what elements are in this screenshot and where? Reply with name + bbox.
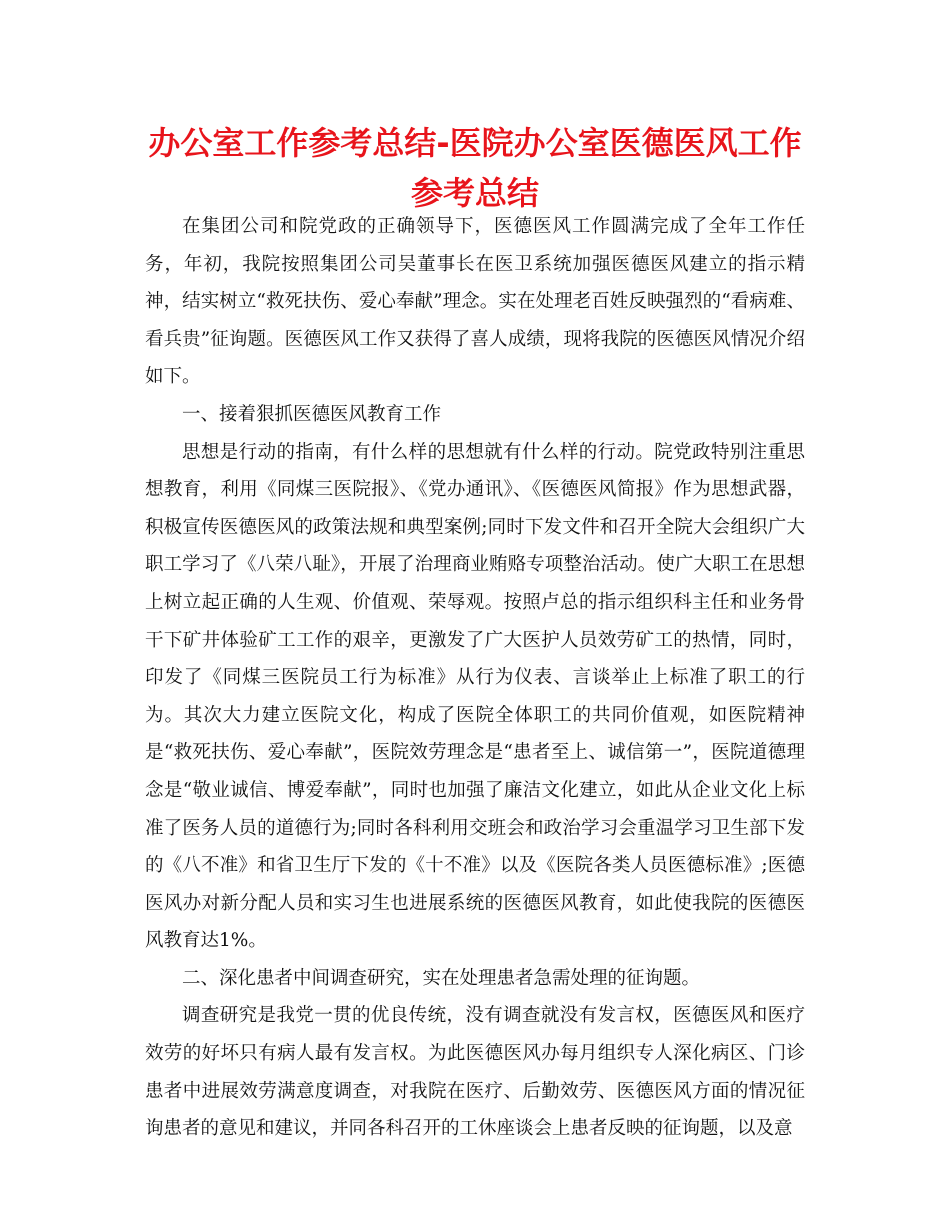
- section-1-paragraph: 思想是行动的指南，有什么样的思想就有什么样的行动。院党政特别注重思想教育，利用《同煤三医院报》、《党办通讯》、《医德医风简报》作为思想武器，积极宣传医德医风的政策法规和典型案例;同时下发文件和召开全院大会组织广大职工学习了《八荣八耻》，开展了治理商业贿赂专项整治活动。使广大职工在思想上树立起正确的人生观、价值观、荣辱观。按照卢总的指示组织科主任和业务骨干下矿井体验矿工工作的艰辛，更激发了广大医护人员效劳矿工的热情，同时，印发了《同煤三医院员工行为标准》从行为仪表、言谈举止上标准了职工的行为。其次大力建立医院文化，构成了医院全体职工的共同价值观，如医院精神是“救死扶伤、爱心奉献”，医院效劳理念是“患者至上、诚信第一”，医院道德理念是“敬业诚信、博爱奉献”，同时也加强了廉洁文化建立，如此从企业文化上标准了医务人员的道德行为;同时各科利用交班会和政治学习会重温学习卫生部下发的《八不准》和省卫生厅下发的《十不准》以及《医院各类人员医德标准》;医德医风办对新分配人员和实习生也进展系统的医德医风教育，如此使我院的医德医风教育达1%。: [145, 441, 805, 952]
- section-heading-1: 一、接着狠抓医德医风教育工作: [182, 403, 442, 425]
- document-title: 办公室工作参考总结-医院办公室医德医风工作参考总结: [148, 124, 802, 212]
- section-2-paragraph: 调查研究是我党一贯的优良传统，没有调查就没有发言权，医德医风和医疗效劳的好坏只有病人最有发言权。为此医德医风办每月组织专人深化病区、门诊患者中进展效劳满意度调查，对我院在医疗、后勤效劳、医德医风方面的情况征询患者的意见和建议，并同各科召开的工休座谈会上患者反映的征询题，以及意: [145, 1005, 805, 1140]
- intro-paragraph: 在集团公司和院党政的正确领导下，医德医风工作圆满完成了全年工作任务，年初，我院按照集团公司吴董事长在医卫系统加强医德医风建立的指示精神，结实树立“救死扶伤、爱心奉献”理念。实在处理老百姓反映强烈的“看病难、看兵贵”征询题。医德医风工作又获得了喜人成绩，现将我院的医德医风情况介绍如下。: [145, 216, 805, 388]
- document-body: [145, 208, 805, 1148]
- section-heading-2: 二、深化患者中间调查研究，实在处理患者急需处理的征询题。: [182, 967, 701, 989]
